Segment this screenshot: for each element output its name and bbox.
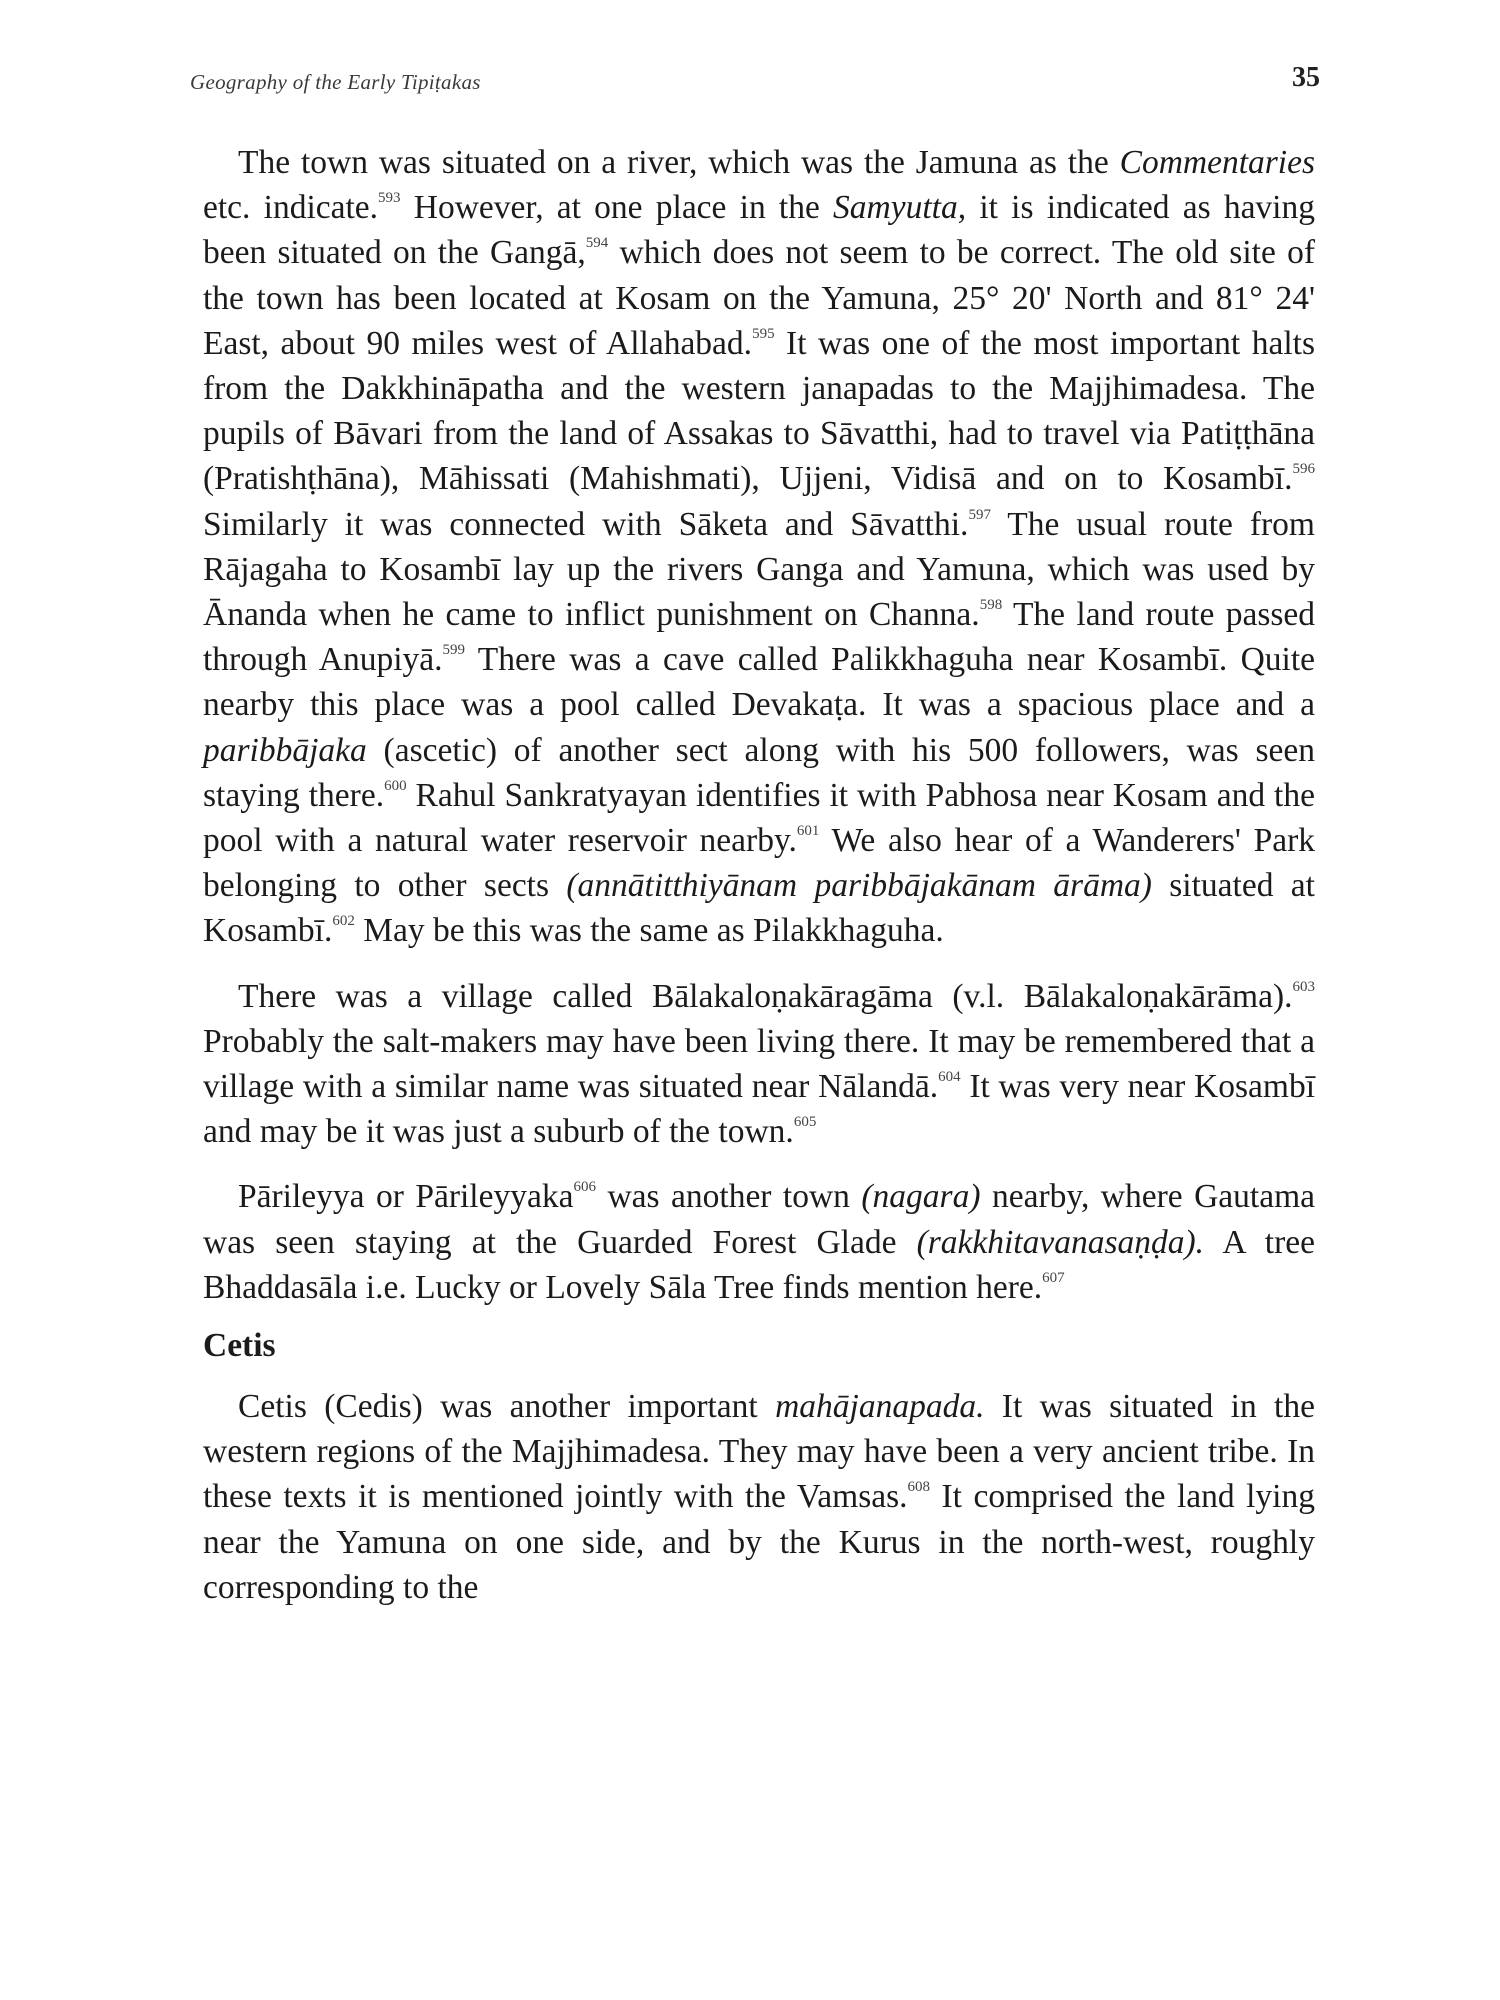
paragraph-balakalonakaragama (203, 974, 1315, 1155)
italic-term: paribbājaka (203, 731, 367, 769)
text-run: There was a village called Bālakaloṇakāragāma (v.l. Bālakaloṇakārāma). (238, 977, 1293, 1015)
running-title: Geography of the Early Tipiṭakas (190, 70, 481, 94)
text-run: Similarly it was connected with Sāketa and Sāvatthi. (203, 505, 969, 543)
footnote-ref: 602 (332, 913, 355, 930)
footnote-ref: 605 (793, 1114, 817, 1131)
text-run: A tree Bhaddasāla i.e. Lucky or Lovely Sāla Tree finds mention here. (203, 1223, 1315, 1306)
footnote-ref: 608 (907, 1479, 931, 1496)
text-run: We also hear of a Wanderers' Park belonging to other sects (203, 822, 1315, 905)
footnote-ref: 598 (979, 597, 1003, 614)
text-run: There was a cave called Palikkhaguha near Kosambī. Quite nearby this place was a pool called Devakaṭa. It was a spacious place and a (203, 641, 1316, 724)
footnote-ref: 607 (1042, 1269, 1065, 1286)
text-run: May be this was the same as Pilakkhaguha. (354, 912, 944, 950)
text-run: The land route passed through Anupiyā. (203, 596, 1316, 679)
footnote-ref: 595 (752, 325, 775, 342)
text-run: etc. indicate. (203, 189, 379, 227)
text-run: situated at Kosambī. (203, 867, 1315, 950)
section-heading: Cetis (203, 1327, 276, 1365)
text-run: It comprised the land lying near the Yamuna on one side, and by the Kurus in the north-west, roughly corresponding to the (203, 1478, 1315, 1606)
paragraph-kosambi-location (203, 140, 1315, 954)
italic-term: (nagara) (861, 1178, 981, 1216)
page-header (190, 62, 1320, 102)
paragraph-cetis (203, 1384, 1315, 1610)
text-run: However, at one place in the (400, 189, 834, 227)
text-run: The town was situated on a river, which was the Jamuna as the (238, 144, 1120, 181)
text-run: It was very near Kosambī and may be it was just a suburb of the town. (203, 1068, 1316, 1151)
footnote-ref: 593 (378, 190, 401, 207)
footnote-ref: 606 (573, 1179, 596, 1196)
text-run: which does not seem to be correct. The old site of the town has been located at Kosam on the Yamuna, 25° 20' North and 81° 24' East, about 90 miles west of Allahabad. (203, 234, 1315, 362)
footnote-ref: 597 (968, 506, 991, 523)
footnote-ref: 594 (585, 235, 609, 252)
body-text (203, 140, 1315, 1630)
italic-term: (rakkhitavanasaṇḍa). (916, 1223, 1205, 1261)
text-run: The usual route from Rājagaha to Kosambī lay up the rivers Ganga and Yamuna, which was used by Ānanda when he came to inflict punishment on Channa. (203, 505, 1315, 634)
footnote-ref: 604 (938, 1069, 961, 1086)
text-run: Pārileyya or Pārileyyaka (238, 1178, 574, 1216)
footnote-ref: 603 (1292, 978, 1315, 995)
footnote-ref: 601 (796, 823, 820, 840)
text-run: Cetis (Cedis) was another important (238, 1388, 776, 1426)
footnote-ref: 599 (442, 642, 465, 659)
page-number: 35 (1292, 62, 1320, 93)
text-run: Rahul Sankratyayan identifies it with Pabhosa near Kosam and the pool with a natural water reservoir nearby. (203, 776, 1315, 860)
italic-term: Samyutta, (833, 189, 967, 227)
text-run: Probably the salt-makers may have been living there. It may be remembered that a village with a similar name was situated near Nālandā. (203, 1022, 1315, 1106)
text-run: (ascetic) of another sect along with his 500 followers, was seen staying there. (203, 731, 1315, 814)
text-run: was another town (595, 1178, 862, 1216)
paragraph-parileyya (203, 1174, 1315, 1310)
italic-term: (annātitthiyānam paribbājakānam ārāma) (566, 867, 1152, 905)
text-run: nearby, where Gautama was seen staying at the Guarded Forest Glade (203, 1178, 1316, 1261)
italic-term: mahājanapada. (775, 1388, 985, 1426)
text-run: It was one of the most important halts from the Dakkhināpatha and the western janapadas to the Majjhimadesa. The pupils of Bāvari from the land of Assakas to Sāvatthi, had to travel via Patiṭṭhāna (Pratishṭhāna), Māhissati (Mahishmati), Ujjeni, Vidisā and on to Kosambī. (203, 324, 1315, 498)
italic-term: Commentaries (1119, 144, 1315, 181)
footnote-ref: 600 (384, 777, 407, 794)
text-run: It was situated in the western regions of the Majjhimadesa. They may have been a very ancient tribe. In these texts it is mentioned jointly with the Vamsas. (203, 1388, 1315, 1516)
text-run: it is indicated as having been situated on the Gangā, (203, 189, 1315, 272)
footnote-ref: 596 (1292, 461, 1315, 478)
